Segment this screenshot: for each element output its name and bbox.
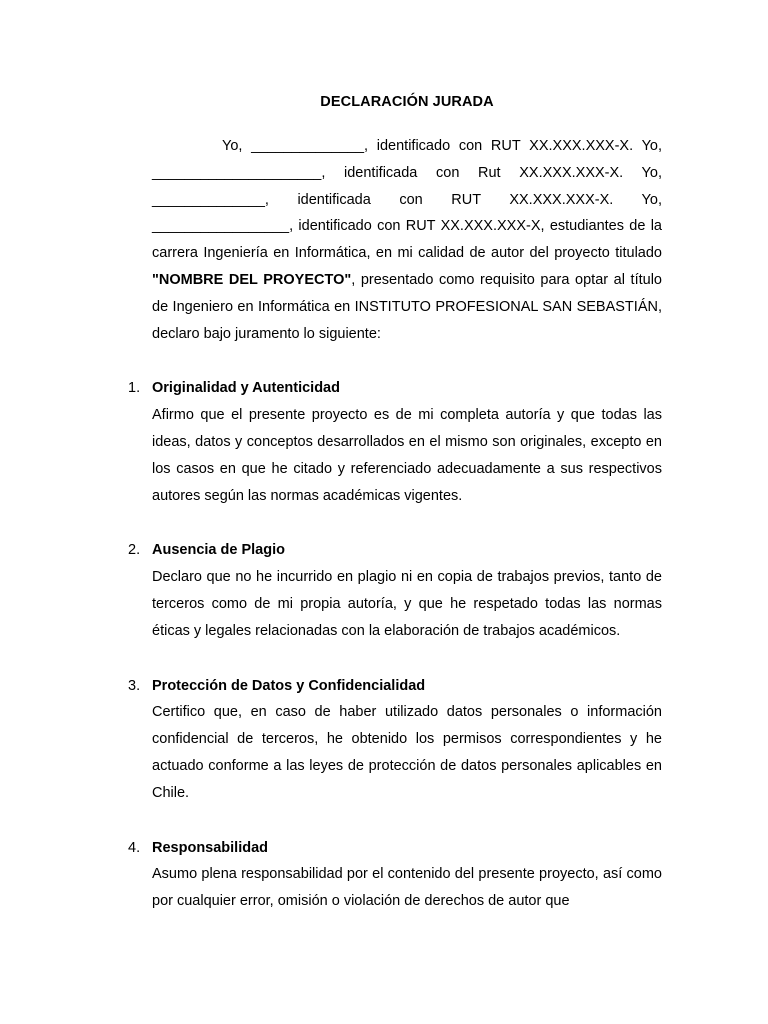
section-responsabilidad (128, 835, 662, 915)
section-heading: Protección de Datos y Confidencialidad (152, 677, 426, 694)
section-proteccion-datos (128, 673, 662, 807)
section-number: 2. (128, 542, 141, 559)
section-heading: Responsabilidad (152, 839, 269, 856)
section-heading: Ausencia de Plagio (152, 542, 285, 559)
document-title: DECLARACIÓN JURADA (320, 94, 494, 110)
section-number: 3. (128, 677, 141, 694)
section-number: 1. (128, 380, 141, 397)
section-heading: Originalidad y Autenticidad (152, 380, 340, 397)
section-plagio (128, 537, 662, 644)
section-body: Asumo plena responsabilidad por el contenido del presente proyecto, así como por cualquier error, omisión o violación de derechos de autor que (152, 866, 662, 910)
section-body: Declaro que no he incurrido en plagio ni en copia de trabajos previos, tanto de terceros como de mi propia autoría, y que he respetado todas las normas éticas y legales relacionadas con la elaboración de trabajos académicos. (152, 569, 662, 639)
intro-text-start: Yo, ______________, identificado con RUT XX.XXX.XXX-X. Yo, _____________________, identificada con Rut XX.XXX.XXX-X. Yo, ______________, identificada con RUT XX.XXX.XXX-X. Yo, _________________, identificado con RUT XX.XXX.XXX-X, estudiantes de la carrera Ingeniería en Informática, en mi calidad de autor del proyecto titulado (152, 138, 662, 262)
section-originalidad (128, 375, 662, 509)
section-body: Afirmo que el presente proyecto es de mi completa autoría y que todas las ideas, datos y conceptos desarrollados en el mismo son originales, excepto en los casos en que he citado y referenciado adecuadamente a sus respectivos autores según las normas académicas vigentes. (152, 407, 662, 504)
project-name: "NOMBRE DEL PROYECTO" (152, 271, 352, 288)
section-number: 4. (128, 839, 141, 856)
section-body: Certifico que, en caso de haber utilizado datos personales o información confidencial de terceros, he obtenido los permisos correspondientes y he actuado conforme a las leyes de protección de datos personales aplicables en Chile. (152, 704, 662, 801)
intro-paragraph (152, 133, 662, 347)
intro-text-end: , presentado como requisito para optar al título de Ingeniero en Informática en INSTITUTO PROFESIONAL SAN SEBASTIÁN, declaro bajo juramento lo siguiente: (152, 271, 662, 342)
